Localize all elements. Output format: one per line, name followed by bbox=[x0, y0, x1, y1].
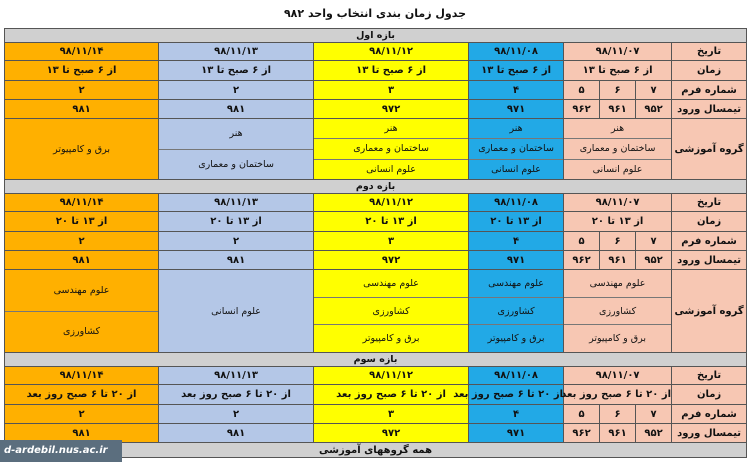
date-cell: ۹۸/۱۱/۰۸ bbox=[469, 367, 564, 385]
group-cell bbox=[159, 270, 314, 353]
site-watermark: d-ardebil.nus.ac.ir bbox=[0, 440, 122, 462]
term-cell: ۹۵۲ bbox=[636, 251, 672, 270]
group-name: کشاورزی bbox=[564, 298, 671, 326]
code-cell: ۳ bbox=[314, 405, 469, 424]
period-title: بازه دوم bbox=[5, 180, 747, 194]
date-cell: ۹۸/۱۱/۱۲ bbox=[314, 43, 469, 61]
group-name: برق و کامپیوتر bbox=[362, 333, 420, 345]
row-label: تاریخ bbox=[672, 43, 747, 61]
time-cell: از ۶ صبح تا ۱۳ bbox=[564, 61, 672, 81]
group-name: علوم مهندسی bbox=[564, 270, 671, 298]
term-cell: ۹۵۲ bbox=[636, 100, 672, 119]
term-cell: ۹۷۱ bbox=[469, 251, 564, 270]
date-cell: ۹۸/۱۱/۱۲ bbox=[314, 194, 469, 212]
all-groups-label: همه گروههای آموزشی bbox=[5, 443, 747, 458]
row-label: زمان bbox=[672, 385, 747, 405]
code-cell: ۷ bbox=[636, 81, 672, 100]
code-cell: ۲ bbox=[5, 81, 159, 100]
row-label: شماره فرم bbox=[672, 232, 747, 251]
code-cell: ۶ bbox=[600, 81, 636, 100]
term-cell: ۹۶۱ bbox=[600, 100, 636, 119]
row-label: گروه آموزشی bbox=[672, 119, 747, 180]
code-cell: ۲ bbox=[159, 405, 314, 424]
row-label: زمان bbox=[672, 212, 747, 232]
date-cell: ۹۸/۱۱/۱۳ bbox=[159, 194, 314, 212]
date-cell: ۹۸/۱۱/۰۸ bbox=[469, 194, 564, 212]
code-cell: ۲ bbox=[5, 232, 159, 251]
term-cell: ۹۶۲ bbox=[564, 424, 600, 443]
time-cell: از ۶ صبح تا ۱۳ bbox=[314, 61, 469, 81]
time-cell: از ۱۳ تا ۲۰ bbox=[314, 212, 469, 232]
group-cell bbox=[564, 119, 672, 180]
code-cell: ۲ bbox=[159, 81, 314, 100]
term-cell: ۹۷۱ bbox=[469, 424, 564, 443]
code-cell: ۷ bbox=[636, 405, 672, 424]
time-cell: از ۱۳ تا ۲۰ bbox=[469, 212, 564, 232]
date-cell: ۹۸/۱۱/۱۴ bbox=[5, 194, 159, 212]
code-row bbox=[5, 81, 747, 100]
group-name: علوم انسانی bbox=[491, 163, 541, 175]
date-row bbox=[5, 43, 747, 61]
time-cell: از ۶ صبح تا ۱۳ bbox=[469, 61, 564, 81]
period-title: بازه سوم bbox=[5, 353, 747, 367]
term-cell: ۹۶۲ bbox=[564, 100, 600, 119]
date-row bbox=[5, 194, 747, 212]
time-row bbox=[5, 61, 747, 81]
group-name: علوم انسانی bbox=[211, 305, 261, 317]
group-name: کشاورزی bbox=[314, 298, 468, 326]
code-cell: ۵ bbox=[564, 405, 600, 424]
group-name: هنر bbox=[564, 119, 671, 139]
time-cell: از ۲۰ تا ۶ صبح روز بعد bbox=[5, 385, 159, 405]
group-name: ساختمان و معماری bbox=[469, 139, 563, 159]
group-row bbox=[5, 270, 747, 353]
group-name: برق و کامپیوتر bbox=[53, 143, 110, 155]
term-cell: ۹۷۲ bbox=[314, 251, 469, 270]
period-title: بازه اول bbox=[5, 29, 747, 43]
group-name: هنر bbox=[469, 119, 563, 139]
time-cell: از ۱۳ تا ۲۰ bbox=[5, 212, 159, 232]
period-header bbox=[5, 29, 747, 43]
date-cell: ۹۸/۱۱/۱۲ bbox=[314, 367, 469, 385]
term-row bbox=[5, 251, 747, 270]
code-cell: ۷ bbox=[636, 232, 672, 251]
group-cell bbox=[564, 270, 672, 353]
group-name: هنر bbox=[314, 119, 468, 139]
group-name: علوم مهندسی bbox=[314, 270, 468, 298]
group-cell bbox=[159, 119, 314, 180]
time-cell: از ۱۳ تا ۲۰ bbox=[159, 212, 314, 232]
code-cell: ۴ bbox=[469, 405, 564, 424]
code-cell: ۳ bbox=[314, 81, 469, 100]
time-cell: از ۲۰ تا ۶ صبح روز بعد bbox=[159, 385, 314, 405]
term-cell: ۹۶۱ bbox=[600, 251, 636, 270]
row-label: گروه آموزشی bbox=[672, 270, 747, 353]
date-cell: ۹۸/۱۱/۱۳ bbox=[159, 43, 314, 61]
row-label: زمان bbox=[672, 61, 747, 81]
term-cell: ۹۸۱ bbox=[5, 251, 159, 270]
code-cell: ۶ bbox=[600, 405, 636, 424]
date-cell: ۹۸/۱۱/۰۷ bbox=[564, 43, 672, 61]
term-cell: ۹۶۱ bbox=[600, 424, 636, 443]
row-label: تاریخ bbox=[672, 367, 747, 385]
time-cell: از ۶ صبح تا ۱۳ bbox=[159, 61, 314, 81]
time-cell: از ۲۰ تا ۶ صبح روز بعد bbox=[314, 385, 469, 405]
date-cell: ۹۸/۱۱/۱۴ bbox=[5, 367, 159, 385]
time-row bbox=[5, 385, 747, 405]
code-cell: ۵ bbox=[564, 232, 600, 251]
group-cell bbox=[469, 119, 564, 180]
date-cell: ۹۸/۱۱/۰۷ bbox=[564, 367, 672, 385]
term-cell: ۹۷۲ bbox=[314, 424, 469, 443]
code-cell: ۲ bbox=[159, 232, 314, 251]
term-cell: ۹۶۲ bbox=[564, 251, 600, 270]
time-cell: از ۲۰ تا ۶ صبح روز بعد bbox=[469, 385, 564, 405]
code-cell: ۴ bbox=[469, 81, 564, 100]
date-cell: ۹۸/۱۱/۰۸ bbox=[469, 43, 564, 61]
period-header bbox=[5, 353, 747, 367]
group-cell bbox=[314, 270, 469, 353]
group-name: هنر bbox=[159, 119, 313, 150]
time-cell: از ۲۰ تا ۶ صبح روز بعد bbox=[564, 385, 672, 405]
time-cell: از ۶ صبح تا ۱۳ bbox=[5, 61, 159, 81]
group-name: علوم انسانی bbox=[592, 163, 643, 175]
term-cell: ۹۸۱ bbox=[159, 424, 314, 443]
group-name: علوم مهندسی bbox=[5, 270, 158, 312]
code-cell: ۲ bbox=[5, 405, 159, 424]
row-label: تیمسال ورود bbox=[672, 251, 747, 270]
date-cell: ۹۸/۱۱/۰۷ bbox=[564, 194, 672, 212]
row-label: شماره فرم bbox=[672, 81, 747, 100]
period-header bbox=[5, 180, 747, 194]
group-name: برق و کامپیوتر bbox=[589, 333, 647, 345]
group-name: کشاورزی bbox=[62, 326, 101, 338]
term-cell: ۹۸۱ bbox=[5, 424, 159, 443]
group-row bbox=[5, 119, 747, 180]
term-cell: ۹۸۱ bbox=[159, 251, 314, 270]
group-name: کشاورزی bbox=[469, 298, 563, 326]
group-name: علوم مهندسی bbox=[469, 270, 563, 298]
group-cell bbox=[5, 119, 159, 180]
page-title: جدول زمان بندی انتخاب واحد ۹۸۲ bbox=[283, 7, 467, 20]
code-cell: ۵ bbox=[564, 81, 600, 100]
term-cell: ۹۷۲ bbox=[314, 100, 469, 119]
time-cell: از ۱۳ تا ۲۰ bbox=[564, 212, 672, 232]
term-row bbox=[5, 100, 747, 119]
group-name: برق و کامپیوتر bbox=[487, 333, 545, 345]
group-name: ساختمان و معماری bbox=[314, 139, 468, 159]
time-row bbox=[5, 212, 747, 232]
row-label: تیمسال ورود bbox=[672, 100, 747, 119]
group-cell bbox=[314, 119, 469, 180]
code-cell: ۶ bbox=[600, 232, 636, 251]
group-name: ساختمان و معماری bbox=[198, 158, 274, 170]
code-row bbox=[5, 232, 747, 251]
code-cell: ۴ bbox=[469, 232, 564, 251]
group-name: علوم انسانی bbox=[366, 163, 416, 175]
group-cell bbox=[469, 270, 564, 353]
group-cell bbox=[5, 270, 159, 353]
term-cell: ۹۵۲ bbox=[636, 424, 672, 443]
code-cell: ۳ bbox=[314, 232, 469, 251]
schedule-table bbox=[4, 28, 747, 458]
row-label: تاریخ bbox=[672, 194, 747, 212]
row-label: شماره فرم bbox=[672, 405, 747, 424]
term-cell: ۹۸۱ bbox=[159, 100, 314, 119]
group-name: ساختمان و معماری bbox=[564, 139, 671, 159]
date-row bbox=[5, 367, 747, 385]
date-cell: ۹۸/۱۱/۱۳ bbox=[159, 367, 314, 385]
term-cell: ۹۸۱ bbox=[5, 100, 159, 119]
term-cell: ۹۷۱ bbox=[469, 100, 564, 119]
code-row bbox=[5, 405, 747, 424]
date-cell: ۹۸/۱۱/۱۴ bbox=[5, 43, 159, 61]
row-label: تیمسال ورود bbox=[672, 424, 747, 443]
